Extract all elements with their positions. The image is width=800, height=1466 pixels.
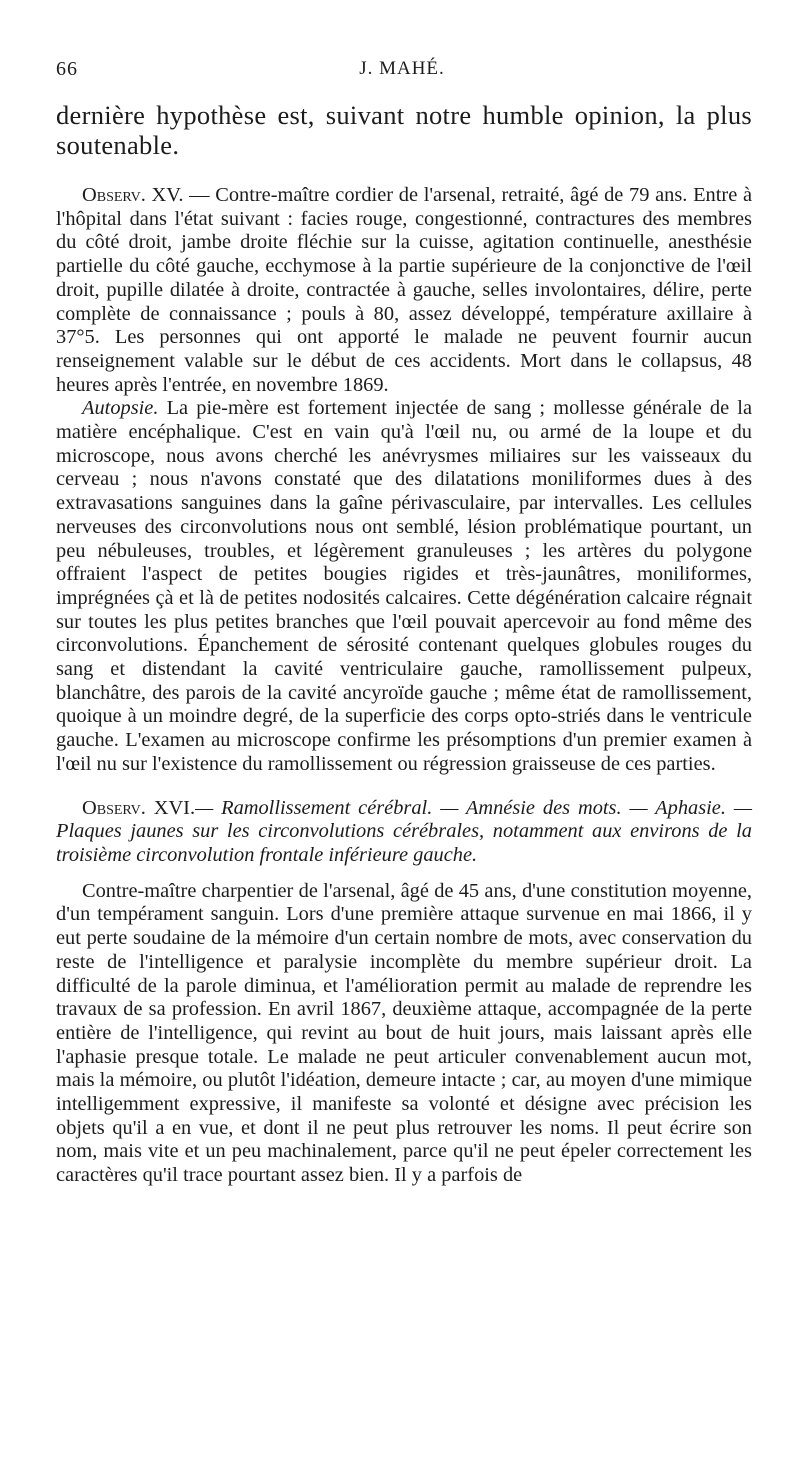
paragraph-conclusion: dernière hypothèse est, suivant notre humble opinion, la plus soutenable. xyxy=(56,100,752,160)
paragraph-case-history: Contre-maître charpentier de l'arsenal, âgé de 45 ans, d'une constitution moyenne, d'un tempérament sanguin. Lors d'une première attaque survenue en mai 1866, il y eut perte soudaine de la mémoire d'un certain nombre de mots, avec conservation du reste de l'intelligence et paralysie incomplète du membre supérieur droit. La difficulté de la parole diminua, et l'amélioration permit au malade de reprendre les travaux de sa profession. En avril 1867, deuxième attaque, accompagnée de la perte entière de l'intelligence, qui revint au bout de huit jours, mais laissant après elle l'aphasie presque totale. Le malade ne peut articuler convenablement aucun mot, mais la mémoire, ou plutôt l'idéation, demeure intacte ; car, au moyen d'une mimique intelligemment expressive, il manifeste sa volonté et désigne avec précision les objets qu'il a en vue, et dont il ne peut plus retrouver les noms. Il peut écrire son nom, mais vite et un peu machinalement, parce qu'il ne peut épeler correctement les caractères qu'il trace pourtant assez bien. Il y a parfois de xyxy=(56,879,752,1187)
body-text xyxy=(56,92,752,1188)
observation-16-heading xyxy=(56,797,752,868)
observation-15 xyxy=(56,184,752,397)
autopsy-label: Autopsie. xyxy=(82,397,159,420)
observation-label: Observ. XVI. xyxy=(82,796,196,819)
autopsy-paragraph xyxy=(56,397,752,776)
observation-text: — Contre-maître cordier de l'arsenal, retraité, âgé de 79 ans. Entre à l'hôpital dans l'état suivant : facies rouge, congestionné, contractures des membres du côté droit, jambe droite fléchie sur la cuisse, agitation continuelle, anesthésie partielle du côté gauche, ecchymose à la partie supérieure de la conjonctive de l'œil droit, pupille dilatée à droite, contractée à gauche, selles involontaires, délire, perte complète de connaissance ; pouls à 80, assez développé, température axillaire à 37°5. Les personnes qui ont apporté le malade ne peuvent fournir aucun renseignement valable sur le début de ces accidents. Mort dans le collapsus, 48 heures après l'entrée, en novembre 1869. xyxy=(56,184,752,396)
autopsy-text: La pie-mère est fortement injectée de sang ; mollesse générale de la matière encéphalique. C'est en vain qu'à l'œil nu, ou armé de la loupe et du microscope, nous avons cherché les anévrysmes miliaires sur les vaisseaux du cerveau ; nous n'avons constaté que des dilatations moniliformes dues à des extravasations sanguines dans la gaîne périvasculaire, par intervalles. Les cellules nerveuses des circonvolutions nous ont semblé, lésion problématique pourtant, un peu nébuleuses, troubles, et légèrement granuleuses ; les artères du polygone offraient l'aspect de petites bougies rigides et très-jaunâtres, moniliformes, imprégnées çà et là de petites nodosités calcaires. Cette dégénération calcaire régnait sur toutes les plus petites branches que l'œil pouvait apercevoir au fond même des circonvolutions. Épanchement de sérosité contenant quelques globules rouges du sang et distendant la cavité ventriculaire gauche, ramollissement pulpeux, blanchâtre, des parois de la cavité ancyroïde gauche ; même état de ramollissement, quoique à un moindre degré, de la superficie des corps opto-striés dans le ventricule gauche. L'examen au microscope confirme les présomptions d'un premier examen à l'œil nu sur l'existence du ramollissement ou régression graisseuse de ces parties. xyxy=(56,397,752,775)
page-number: 66 xyxy=(56,58,78,80)
observation-heading: — Ramollissement cérébral. — Amnésie des mots. — Aphasie. — Plaques jaunes sur les circonvolutions cérébrales, notamment aux environs de la troisième circonvolution frontale inférieure gauche. xyxy=(56,796,752,866)
observation-label: Observ. XV. xyxy=(82,184,184,206)
running-title: J. MAHÉ. xyxy=(359,58,445,79)
page-header xyxy=(56,58,748,81)
